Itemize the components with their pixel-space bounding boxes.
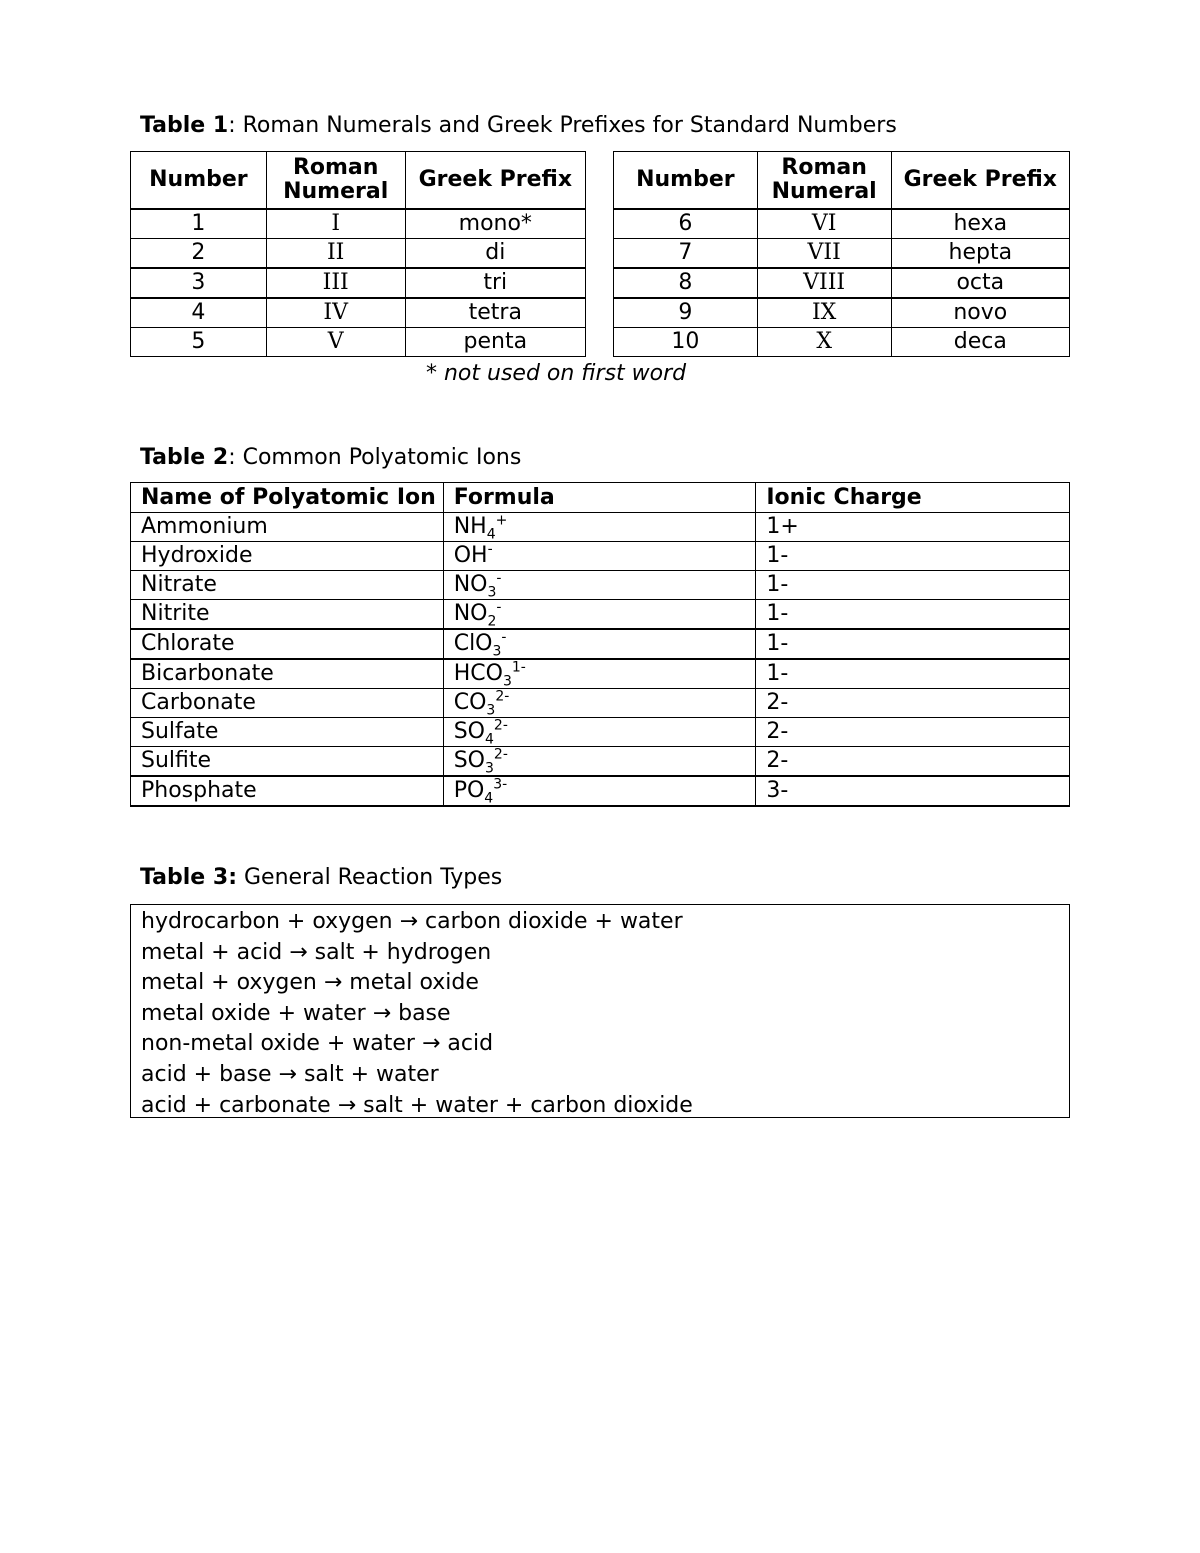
table1-left xyxy=(130,151,586,357)
header-number: Number xyxy=(131,152,267,210)
cell-formula xyxy=(443,513,756,542)
table-row xyxy=(131,209,586,239)
cell-charge: 2- xyxy=(756,718,1070,747)
table1-caption-label: Table 1 xyxy=(140,113,229,138)
formula-subscript: 4 xyxy=(484,790,494,807)
cell-charge: 1- xyxy=(756,629,1070,659)
cell-number: 10 xyxy=(614,328,758,357)
formula-subscript: 2 xyxy=(487,613,497,630)
formula-superscript: 2- xyxy=(493,717,508,734)
formula-base: ClO xyxy=(453,631,493,656)
cell-roman: VII xyxy=(757,239,891,269)
header-roman-numeral: Roman Numeral xyxy=(266,152,405,210)
cell-roman: VIII xyxy=(757,268,891,298)
cell-formula xyxy=(443,776,756,806)
cell-charge: 1- xyxy=(756,600,1070,630)
formula-superscript: 3- xyxy=(493,776,508,793)
reaction-types-box xyxy=(130,904,1070,1118)
table-row xyxy=(131,513,1070,542)
table1-caption xyxy=(140,112,897,140)
table-row xyxy=(614,209,1070,239)
formula-superscript: - xyxy=(487,541,493,558)
cell-roman: I xyxy=(266,209,405,239)
formula-subscript: 4 xyxy=(484,731,494,748)
header-roman-numeral: Roman Numeral xyxy=(757,152,891,210)
cell-ion-name: Bicarbonate xyxy=(131,659,444,689)
cell-roman: IV xyxy=(266,298,405,328)
table-row xyxy=(131,689,1070,718)
table-row xyxy=(131,298,586,328)
cell-roman: III xyxy=(266,268,405,298)
table-row xyxy=(614,298,1070,328)
reaction-item: metal + oxygen → metal oxide xyxy=(141,970,479,996)
cell-ion-name: Nitrite xyxy=(131,600,444,630)
cell-formula xyxy=(443,629,756,659)
cell-number: 8 xyxy=(614,268,758,298)
cell-ion-name: Chlorate xyxy=(131,629,444,659)
table3-caption-label: Table 3: xyxy=(140,865,237,890)
cell-ion-name: Nitrate xyxy=(131,571,444,600)
formula-base: SO xyxy=(453,719,485,744)
table-row xyxy=(131,629,1070,659)
formula-subscript: 3 xyxy=(484,760,494,777)
reaction-item: metal + acid → salt + hydrogen xyxy=(141,939,492,965)
table-row xyxy=(131,268,586,298)
header-greek-prefix: Greek Prefix xyxy=(405,152,585,210)
table-row xyxy=(131,328,586,357)
formula-base: OH xyxy=(453,543,488,568)
formula-base: PO xyxy=(453,778,485,803)
header-greek-prefix: Greek Prefix xyxy=(891,152,1069,210)
table1-right-header xyxy=(614,152,1070,210)
formula-base: CO xyxy=(453,690,487,715)
cell-prefix: di xyxy=(405,239,585,269)
formula-subscript: 3 xyxy=(502,673,512,690)
reaction-item: metal oxide + water → base xyxy=(141,1000,451,1026)
formula-base: NO xyxy=(453,572,488,597)
header-formula: Formula xyxy=(443,483,756,513)
cell-ion-name: Hydroxide xyxy=(131,542,444,571)
cell-prefix: octa xyxy=(891,268,1069,298)
cell-prefix: hepta xyxy=(891,239,1069,269)
cell-number: 2 xyxy=(131,239,267,269)
cell-charge: 1+ xyxy=(756,513,1070,542)
cell-formula xyxy=(443,659,756,689)
cell-charge: 2- xyxy=(756,689,1070,718)
cell-number: 6 xyxy=(614,209,758,239)
formula-superscript: - xyxy=(496,570,502,587)
cell-ion-name: Phosphate xyxy=(131,776,444,806)
cell-charge: 2- xyxy=(756,747,1070,777)
table-row xyxy=(131,659,1070,689)
cell-formula xyxy=(443,571,756,600)
reaction-item: hydrocarbon + oxygen → carbon dioxide + water xyxy=(141,909,683,934)
table-row xyxy=(131,747,1070,777)
formula-superscript: - xyxy=(501,629,507,646)
formula-subscript: 4 xyxy=(486,526,496,543)
table1-caption-text: : Roman Numerals and Greek Prefixes for Standard Numbers xyxy=(228,113,897,138)
cell-prefix: penta xyxy=(405,328,585,357)
table-row xyxy=(131,718,1070,747)
table2-caption-label: Table 2 xyxy=(140,445,229,470)
cell-charge: 1- xyxy=(756,659,1070,689)
cell-prefix: tetra xyxy=(405,298,585,328)
formula-subscript: 3 xyxy=(486,702,496,719)
table-row xyxy=(614,239,1070,269)
cell-prefix: tri xyxy=(405,268,585,298)
cell-ion-name: Carbonate xyxy=(131,689,444,718)
header-ion-name: Name of Polyatomic Ion xyxy=(131,483,444,513)
table-row xyxy=(131,600,1070,630)
cell-prefix: mono* xyxy=(405,209,585,239)
cell-roman: V xyxy=(266,328,405,357)
cell-roman: VI xyxy=(757,209,891,239)
formula-subscript: 3 xyxy=(492,643,502,660)
cell-charge: 1- xyxy=(756,571,1070,600)
table2-caption xyxy=(140,444,521,472)
cell-roman: X xyxy=(757,328,891,357)
table2-header xyxy=(131,483,1070,513)
cell-formula xyxy=(443,747,756,777)
header-number: Number xyxy=(614,152,758,210)
reaction-item: acid + base → salt + water xyxy=(141,1061,439,1087)
formula-base: HCO xyxy=(453,661,503,686)
formula-superscript: 2- xyxy=(495,688,510,705)
formula-superscript: 2- xyxy=(493,746,508,763)
cell-formula xyxy=(443,718,756,747)
cell-roman: IX xyxy=(757,298,891,328)
cell-formula xyxy=(443,689,756,718)
table-row xyxy=(131,571,1070,600)
cell-number: 5 xyxy=(131,328,267,357)
cell-ion-name: Ammonium xyxy=(131,513,444,542)
table2-caption-text: : Common Polyatomic Ions xyxy=(228,445,522,470)
cell-number: 4 xyxy=(131,298,267,328)
reaction-item: acid + carbonate → salt + water + carbon dioxide xyxy=(141,1092,693,1118)
cell-prefix: novo xyxy=(891,298,1069,328)
formula-subscript: 3 xyxy=(487,584,497,601)
cell-charge: 1- xyxy=(756,542,1070,571)
table3-caption-text: General Reaction Types xyxy=(237,865,503,890)
cell-number: 1 xyxy=(131,209,267,239)
cell-formula xyxy=(443,600,756,630)
table2 xyxy=(130,482,1070,807)
cell-number: 9 xyxy=(614,298,758,328)
cell-number: 7 xyxy=(614,239,758,269)
formula-superscript: - xyxy=(496,599,502,616)
table-row xyxy=(614,328,1070,357)
table-row xyxy=(131,239,586,269)
table1-left-header xyxy=(131,152,586,210)
cell-ion-name: Sulfite xyxy=(131,747,444,777)
header-ionic-charge: Ionic Charge xyxy=(756,483,1070,513)
table3-caption xyxy=(140,864,502,892)
formula-base: NO xyxy=(453,601,488,626)
cell-prefix: hexa xyxy=(891,209,1069,239)
table1-footnote: * not used on first word xyxy=(426,361,687,386)
cell-roman: II xyxy=(266,239,405,269)
cell-formula xyxy=(443,542,756,571)
cell-prefix: deca xyxy=(891,328,1069,357)
cell-number: 3 xyxy=(131,268,267,298)
cell-ion-name: Sulfate xyxy=(131,718,444,747)
formula-base: SO xyxy=(453,748,485,773)
formula-base: NH xyxy=(453,514,487,539)
table-row xyxy=(614,268,1070,298)
table1-right xyxy=(613,151,1070,357)
formula-superscript: + xyxy=(495,512,508,529)
formula-superscript: 1- xyxy=(511,659,526,676)
table-row xyxy=(131,542,1070,571)
table-row xyxy=(131,776,1070,806)
reaction-item: non-metal oxide + water → acid xyxy=(141,1031,494,1057)
cell-charge: 3- xyxy=(756,776,1070,806)
